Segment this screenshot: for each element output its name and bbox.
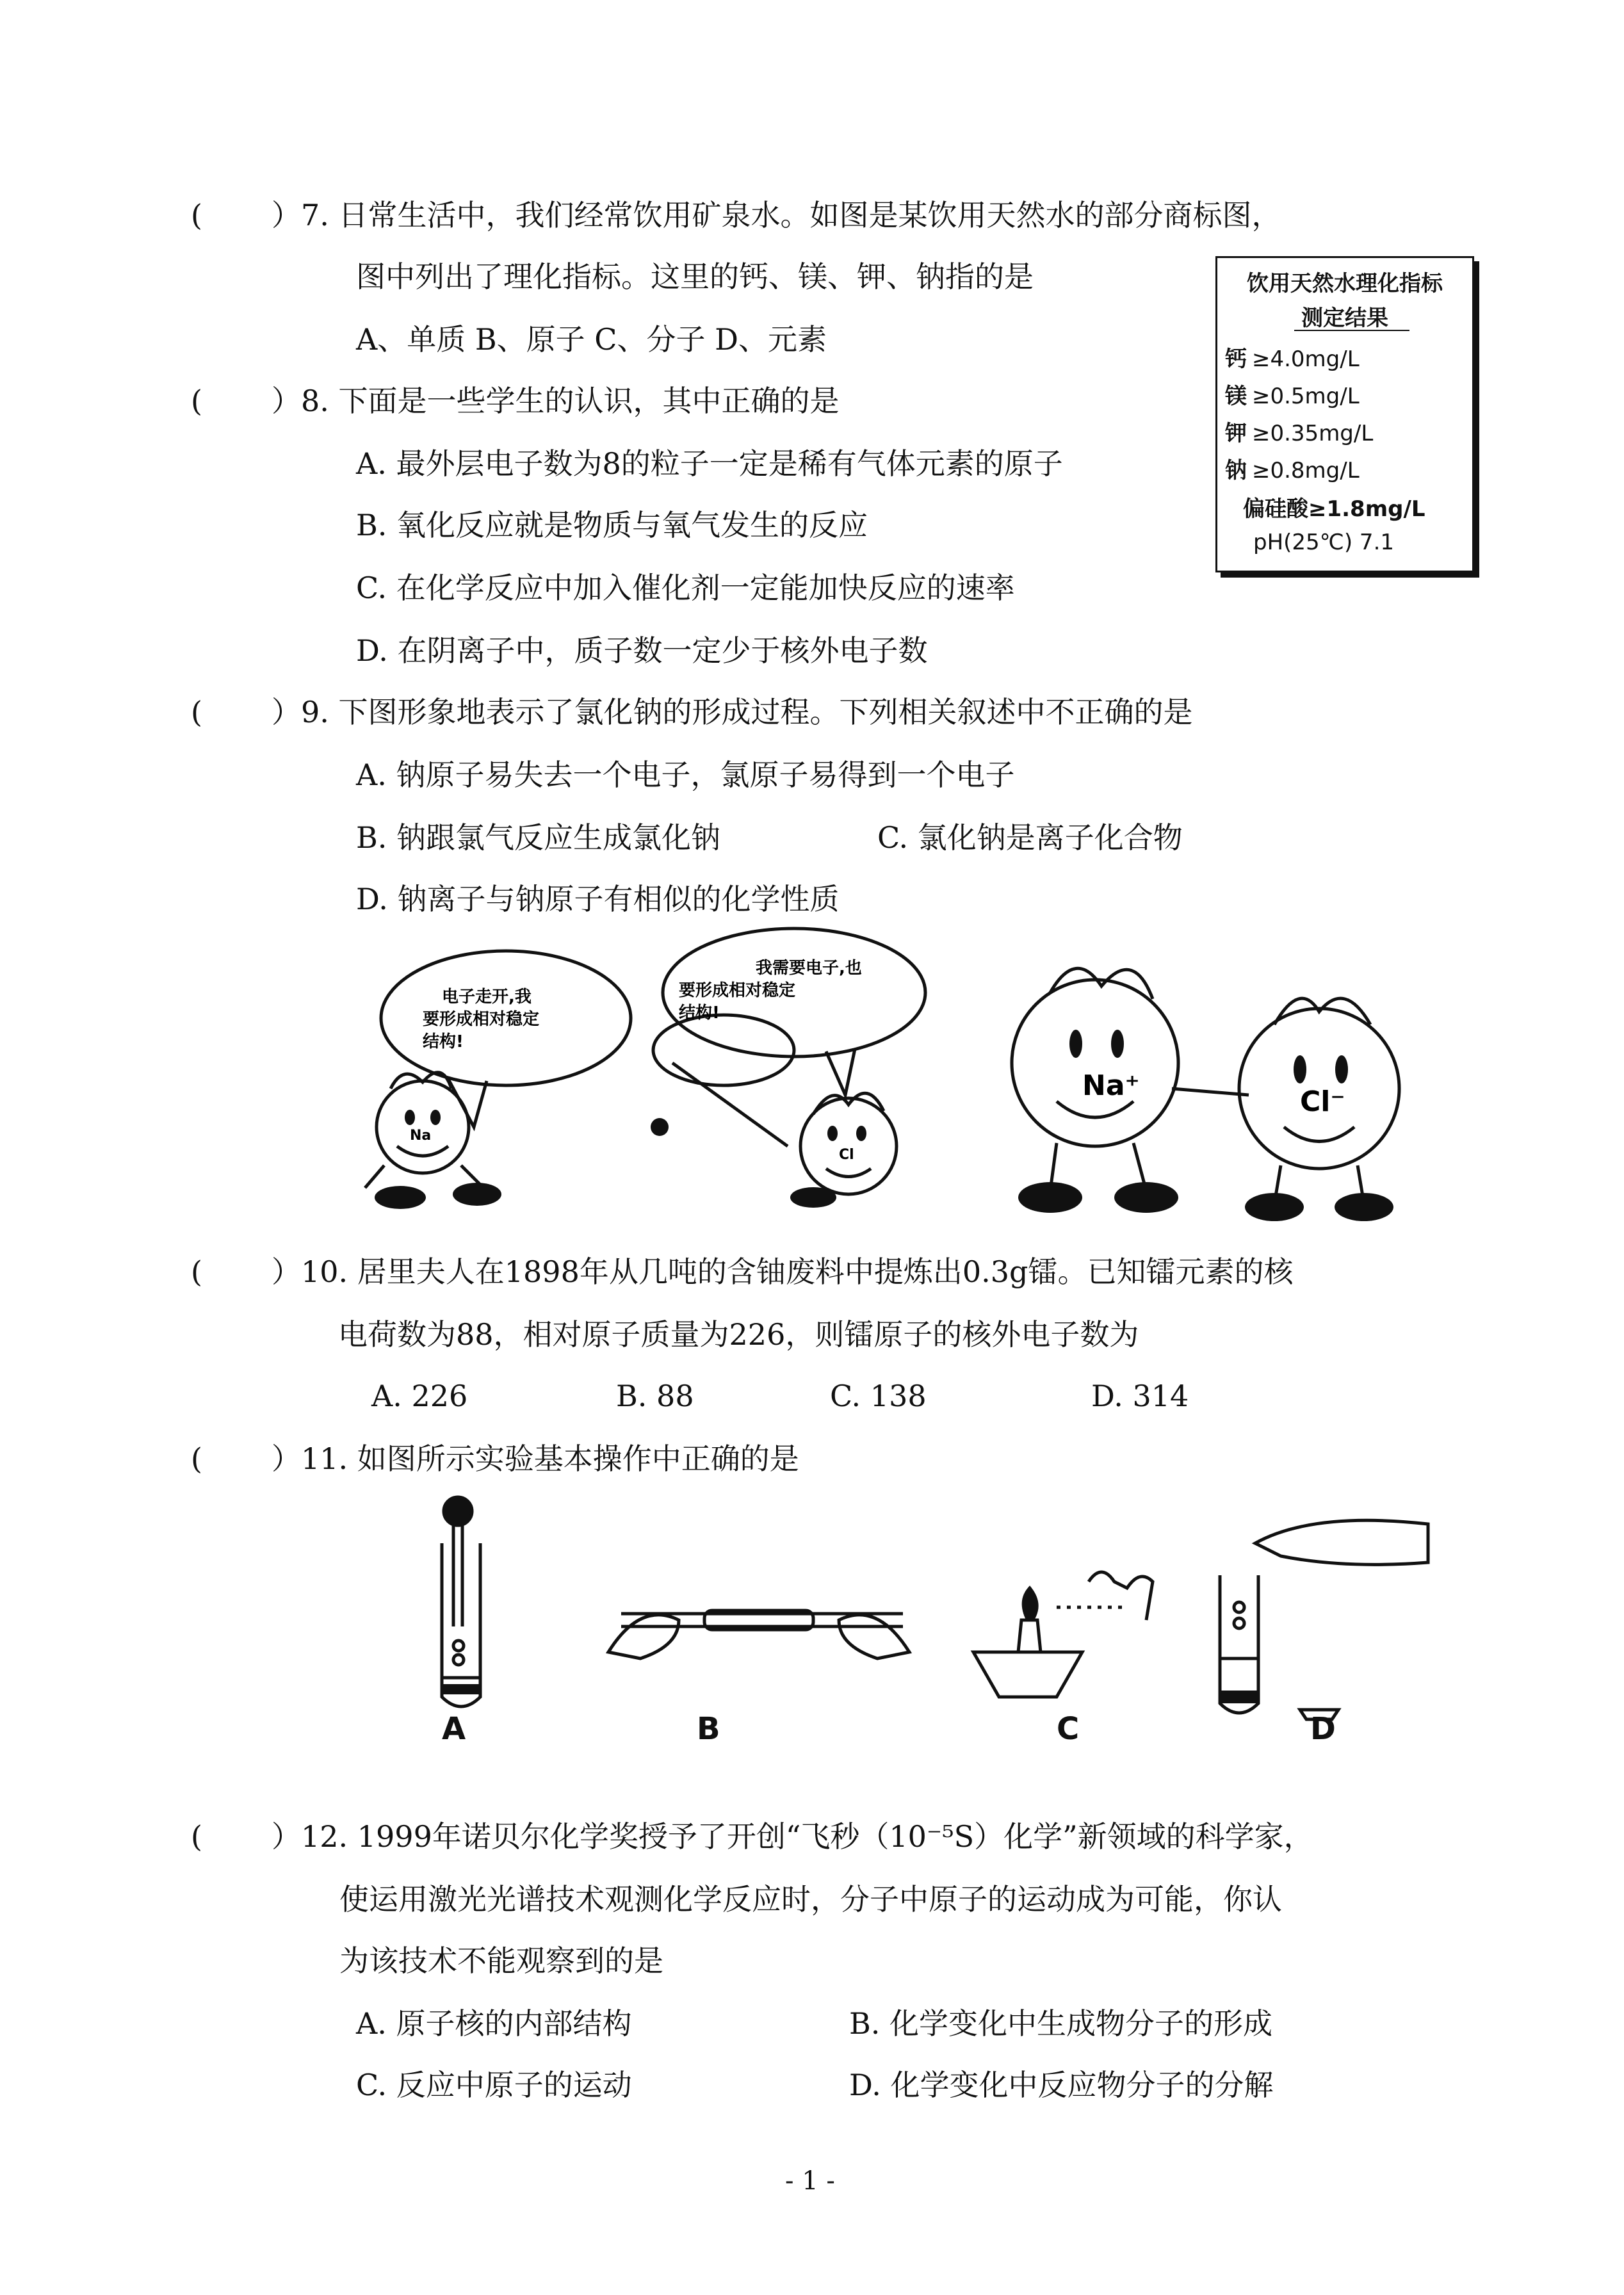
- q12-stem-3: 为该技术不能观察到的是: [339, 1943, 663, 1978]
- q12-option-d: D. 化学变化中反应物分子的分解: [849, 2068, 1274, 2102]
- q8-option-c: C. 在化学反应中加入催化剂一定能加快反应的速率: [356, 571, 1015, 605]
- page-number: - 1 -: [785, 2166, 835, 2196]
- na-ion-icon: [1012, 980, 1178, 1146]
- na-atom-icon: [377, 1081, 469, 1173]
- answer-paren-q11[interactable]: (: [191, 1441, 202, 1476]
- q8-stem: ）8. 下面是一些学生的认识，其中正确的是: [272, 384, 840, 418]
- label-row-na: 钠 ≥0.8mg/L: [1225, 458, 1360, 483]
- q9-option-b: B. 钠跟氯气反应生成氯化钠: [356, 820, 721, 855]
- bubble1-line3: 结构!: [423, 1032, 464, 1051]
- q10-stem: ）10. 居里夫人在1898年从几吨的含铀废料中提炼出0.3g镭。已知镭元素的核: [272, 1254, 1294, 1289]
- answer-paren-q7[interactable]: (: [191, 198, 202, 232]
- q10-option-b: B. 88: [616, 1379, 694, 1413]
- bubble2-line2: 要形成相对稳定: [679, 981, 796, 1000]
- q10-option-a: A. 226: [371, 1379, 468, 1413]
- q7-stem-2: 图中列出了理化指标。这里的钙、镁、钾、钠指的是: [356, 259, 1034, 294]
- label-subtitle: 测定结果: [1301, 305, 1388, 331]
- q10-stem-2: 电荷数为88，相对原子质量为226，则镭原子的核外电子数为: [338, 1317, 1139, 1352]
- fig-label-d: D: [1310, 1711, 1336, 1747]
- q10-option-d: D. 314: [1091, 1379, 1189, 1413]
- answer-paren-q9[interactable]: (: [191, 695, 202, 729]
- cl-ion-label: Cl⁻: [1300, 1085, 1345, 1118]
- fig-label-b: B: [697, 1711, 720, 1747]
- q9-stem: ）9. 下图形象地表示了氯化钠的形成过程。下列相关叙述中不正确的是: [272, 695, 1193, 729]
- q12-stem-2: 使运用激光光谱技术观测化学反应时，分子中原子的运动成为可能，你认: [339, 1882, 1282, 1917]
- q8-option-a: A. 最外层电子数为8的粒子一定是稀有气体元素的原子: [356, 446, 1063, 481]
- butterfly-net-icon: [653, 1015, 794, 1085]
- q7-options: A、单质 B、原子 C、分子 D、元素: [356, 322, 827, 357]
- label-row-silicate: 偏硅酸≥1.8mg/L: [1243, 496, 1425, 522]
- q11-stem: ）11. 如图所示实验基本操作中正确的是: [272, 1441, 799, 1476]
- label-row-mg: 镁 ≥0.5mg/L: [1225, 384, 1360, 409]
- label-row-ph: pH(25℃) 7.1: [1253, 530, 1395, 555]
- q7-stem: ）7. 日常生活中，我们经常饮用矿泉水。如图是某饮用天然水的部分商标图，: [272, 198, 1281, 232]
- q10-option-c: C. 138: [830, 1379, 927, 1413]
- q9-option-a: A. 钠原子易失去一个电子，氯原子易得到一个电子: [356, 758, 1015, 792]
- alcohol-lamp-c-icon: [973, 1652, 1082, 1697]
- label-title: 饮用天然水理化指标: [1247, 271, 1443, 296]
- q12-stem: ）12. 1999年诺贝尔化学奖授予了开创“飞秒（10⁻⁵S）化学”新领域的科学家，: [272, 1819, 1313, 1854]
- mineral-water-label: [1215, 256, 1474, 572]
- lab-operations-figure: [0, 1486, 1624, 1742]
- q8-option-d: D. 在阴离子中，质子数一定少于核外电子数: [356, 633, 928, 668]
- q12-option-b: B. 化学变化中生成物分子的形成: [849, 2006, 1273, 2041]
- bubble1-line2: 要形成相对稳定: [423, 1010, 540, 1029]
- q12-option-a: A. 原子核的内部结构: [356, 2006, 632, 2041]
- q9-option-d: D. 钠离子与钠原子有相似的化学性质: [356, 882, 840, 916]
- cl-atom-label: Cl: [839, 1147, 854, 1163]
- answer-paren-q10[interactable]: (: [191, 1254, 202, 1289]
- label-row-k: 钾 ≥0.35mg/L: [1225, 421, 1374, 446]
- answer-paren-q8[interactable]: (: [191, 384, 202, 418]
- label-row-ca: 钙 ≥4.0mg/L: [1225, 346, 1360, 372]
- bubble2-line1: 我需要电子,也: [756, 959, 862, 978]
- bubble1-line1: 电子走开,我: [442, 987, 532, 1007]
- fig-label-a: A: [442, 1711, 466, 1747]
- nacl-formation-cartoon: [0, 935, 1624, 1223]
- na-atom-label: Na: [410, 1128, 432, 1144]
- na-ion-label: Na⁺: [1082, 1069, 1140, 1102]
- q12-option-c: C. 反应中原子的运动: [356, 2068, 632, 2102]
- q9-option-c: C. 氯化钠是离子化合物: [877, 820, 1183, 855]
- bubble2-line3: 结构!: [679, 1003, 720, 1023]
- q8-option-b: B. 氧化反应就是物质与氧气发生的反应: [356, 508, 868, 542]
- answer-paren-q12[interactable]: (: [191, 1819, 202, 1854]
- fig-label-c: C: [1057, 1711, 1080, 1747]
